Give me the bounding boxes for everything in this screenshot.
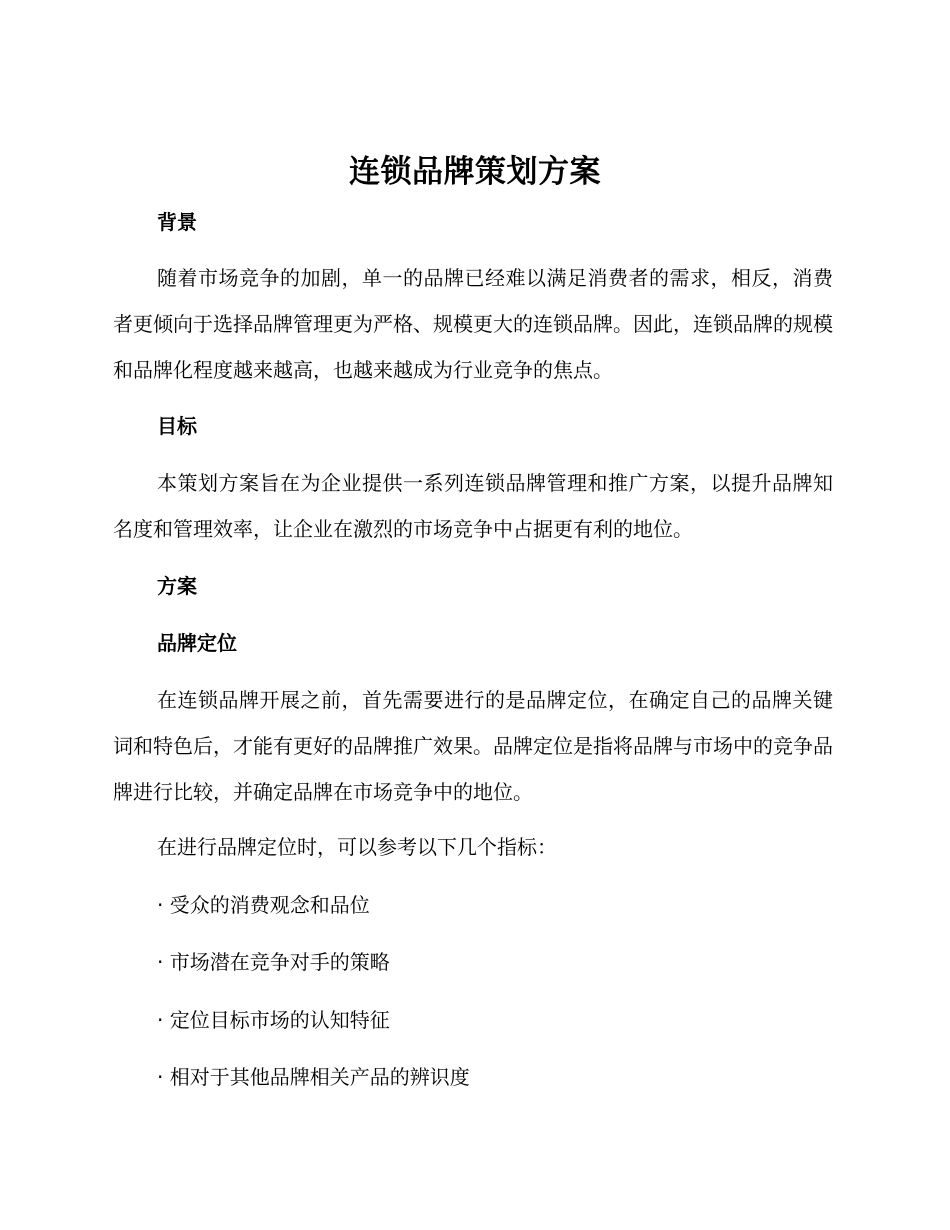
bullet-item: · 受众的消费观念和品位 <box>157 893 370 917</box>
paragraph-background: 随着市场竞争的加剧，单一的品牌已经难以满足消费者的需求，相反，消费者更倾向于选择品牌管理更为严格、规模更大的连锁品牌。因此，连锁品牌的规模和品牌化程度越来越高，也越来越成为行业竞争的焦点。 <box>113 266 833 382</box>
bullet-item: · 市场潜在竞争对手的策略 <box>157 950 390 974</box>
heading-plan: 方案 <box>157 574 197 598</box>
bullet-item: · 定位目标市场的认知特征 <box>157 1008 390 1032</box>
paragraph-brand-positioning: 在连锁品牌开展之前，首先需要进行的是品牌定位，在确定自己的品牌关键词和特色后，才能有更好的品牌推广效果。品牌定位是指将品牌与市场中的竞争品牌进行比较，并确定品牌在市场竞争中的地位。 <box>113 688 833 804</box>
heading-goal: 目标 <box>157 414 197 438</box>
intro-indicators: 在进行品牌定位时，可以参考以下几个指标： <box>157 835 557 859</box>
paragraph-goal: 本策划方案旨在为企业提供一系列连锁品牌管理和推广方案，以提升品牌知名度和管理效率，让企业在激烈的市场竞争中占据更有利的地位。 <box>113 471 833 541</box>
document-title: 连锁品牌策划方案 <box>349 154 601 190</box>
bullet-item: · 相对于其他品牌相关产品的辨识度 <box>157 1065 470 1089</box>
subheading-brand-positioning: 品牌定位 <box>157 631 237 655</box>
heading-background: 背景 <box>157 210 197 234</box>
